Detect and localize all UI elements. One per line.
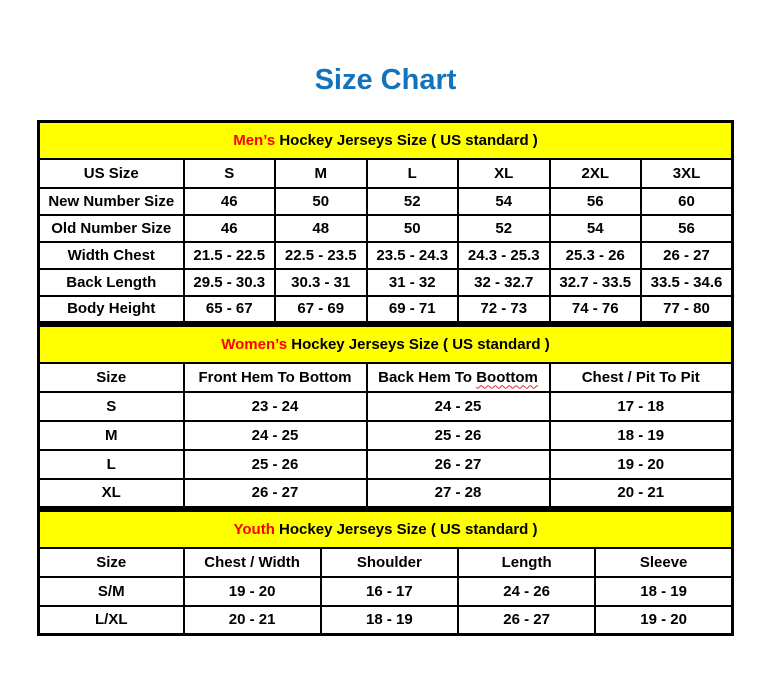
size-value-cell: 25 - 26 (367, 421, 550, 450)
women-size-table (37, 324, 734, 509)
size-value-cell: 54 (550, 215, 642, 242)
youth-column-header-size: Size (39, 548, 184, 577)
size-value-cell: 77 - 80 (641, 296, 733, 323)
size-value-cell: 23.5 - 24.3 (367, 242, 459, 269)
size-value-cell: 19 - 20 (184, 577, 321, 606)
men-row-old-number-size (39, 215, 733, 242)
women-row-l (39, 450, 733, 479)
row-label: S/M (39, 577, 184, 606)
size-value-cell: 26 - 27 (184, 479, 367, 508)
row-label: L/XL (39, 606, 184, 635)
women-row-m (39, 421, 733, 450)
men-column-header-m: M (275, 159, 367, 188)
size-value-cell: 52 (367, 188, 459, 215)
size-value-cell: 72 - 73 (458, 296, 550, 323)
women-column-header-back-hem-to-boottom (367, 363, 550, 392)
women-row-xl (39, 479, 733, 508)
size-value-cell: 32 - 32.7 (458, 269, 550, 296)
size-value-cell: 19 - 20 (595, 606, 732, 635)
size-value-cell: 20 - 21 (184, 606, 321, 635)
size-value-cell: 46 (184, 188, 276, 215)
size-value-cell: 26 - 27 (367, 450, 550, 479)
size-value-cell: 24 - 25 (367, 392, 550, 421)
size-value-cell: 22.5 - 23.5 (275, 242, 367, 269)
women-section-heading (39, 326, 733, 363)
women-column-header-chest-pit-to-pit: Chest / Pit To Pit (550, 363, 733, 392)
youth-size-table (37, 509, 734, 636)
men-column-header-l: L (367, 159, 459, 188)
men-section-heading (39, 122, 733, 159)
misspelled-word: Boottom (476, 368, 538, 386)
size-value-cell: 24 - 26 (458, 577, 595, 606)
men-heading-rest: Hockey Jerseys Size ( US standard ) (275, 131, 538, 149)
size-value-cell: 52 (458, 215, 550, 242)
men-column-header-us-size: US Size (39, 159, 184, 188)
row-label: M (39, 421, 184, 450)
row-label: Body Height (39, 296, 184, 323)
row-label: XL (39, 479, 184, 508)
women-column-header-text: Back Hem To (378, 368, 477, 386)
men-row-body-height (39, 296, 733, 323)
men-heading-accent: Men’s (233, 131, 276, 149)
size-value-cell: 60 (641, 188, 733, 215)
women-column-header-size: Size (39, 363, 184, 392)
women-column-header-front-hem-to-bottom: Front Hem To Bottom (184, 363, 367, 392)
women-heading-rest: Hockey Jerseys Size ( US standard ) (287, 335, 550, 353)
men-column-header-3xl: 3XL (641, 159, 733, 188)
youth-column-header-sleeve: Sleeve (595, 548, 732, 577)
row-label: Old Number Size (39, 215, 184, 242)
women-row-s (39, 392, 733, 421)
size-value-cell: 65 - 67 (184, 296, 276, 323)
youth-row-l-xl (39, 606, 733, 635)
size-value-cell: 18 - 19 (550, 421, 733, 450)
size-value-cell: 56 (641, 215, 733, 242)
size-value-cell: 16 - 17 (321, 577, 458, 606)
size-value-cell: 27 - 28 (367, 479, 550, 508)
size-value-cell: 33.5 - 34.6 (641, 269, 733, 296)
size-value-cell: 24 - 25 (184, 421, 367, 450)
men-column-header-xl: XL (458, 159, 550, 188)
size-value-cell: 25 - 26 (184, 450, 367, 479)
size-value-cell: 31 - 32 (367, 269, 459, 296)
page-title: Size Chart (314, 64, 457, 96)
size-value-cell: 19 - 20 (550, 450, 733, 479)
men-size-table (37, 120, 734, 324)
row-label: Width Chest (39, 242, 184, 269)
size-value-cell: 69 - 71 (367, 296, 459, 323)
youth-column-header-shoulder: Shoulder (321, 548, 458, 577)
size-value-cell: 50 (275, 188, 367, 215)
women-heading-accent: Women’s (221, 335, 288, 353)
size-value-cell: 50 (367, 215, 459, 242)
row-label: Back Length (39, 269, 184, 296)
men-row-width-chest (39, 242, 733, 269)
size-value-cell: 48 (275, 215, 367, 242)
size-value-cell: 30.3 - 31 (275, 269, 367, 296)
size-value-cell: 25.3 - 26 (550, 242, 642, 269)
size-value-cell: 54 (458, 188, 550, 215)
size-value-cell: 18 - 19 (321, 606, 458, 635)
size-value-cell: 74 - 76 (550, 296, 642, 323)
row-label: L (39, 450, 184, 479)
row-label: New Number Size (39, 188, 184, 215)
size-value-cell: 56 (550, 188, 642, 215)
youth-section-heading (39, 511, 733, 548)
size-value-cell: 46 (184, 215, 276, 242)
size-value-cell: 32.7 - 33.5 (550, 269, 642, 296)
row-label: S (39, 392, 184, 421)
youth-row-s-m (39, 577, 733, 606)
size-value-cell: 18 - 19 (595, 577, 732, 606)
youth-heading-accent: Youth (233, 520, 275, 538)
size-value-cell: 67 - 69 (275, 296, 367, 323)
youth-column-header-length: Length (458, 548, 595, 577)
size-value-cell: 20 - 21 (550, 479, 733, 508)
youth-column-header-chest-width: Chest / Width (184, 548, 321, 577)
size-value-cell: 29.5 - 30.3 (184, 269, 276, 296)
size-value-cell: 24.3 - 25.3 (458, 242, 550, 269)
youth-heading-rest: Hockey Jerseys Size ( US standard ) (274, 520, 538, 538)
size-value-cell: 26 - 27 (641, 242, 733, 269)
men-row-new-number-size (39, 188, 733, 215)
men-row-back-length (39, 269, 733, 296)
size-value-cell: 17 - 18 (550, 392, 733, 421)
size-value-cell: 26 - 27 (458, 606, 595, 635)
size-value-cell: 21.5 - 22.5 (184, 242, 276, 269)
size-tables (37, 120, 734, 636)
men-column-header-2xl: 2XL (550, 159, 642, 188)
size-value-cell: 23 - 24 (184, 392, 367, 421)
men-column-header-s: S (184, 159, 276, 188)
